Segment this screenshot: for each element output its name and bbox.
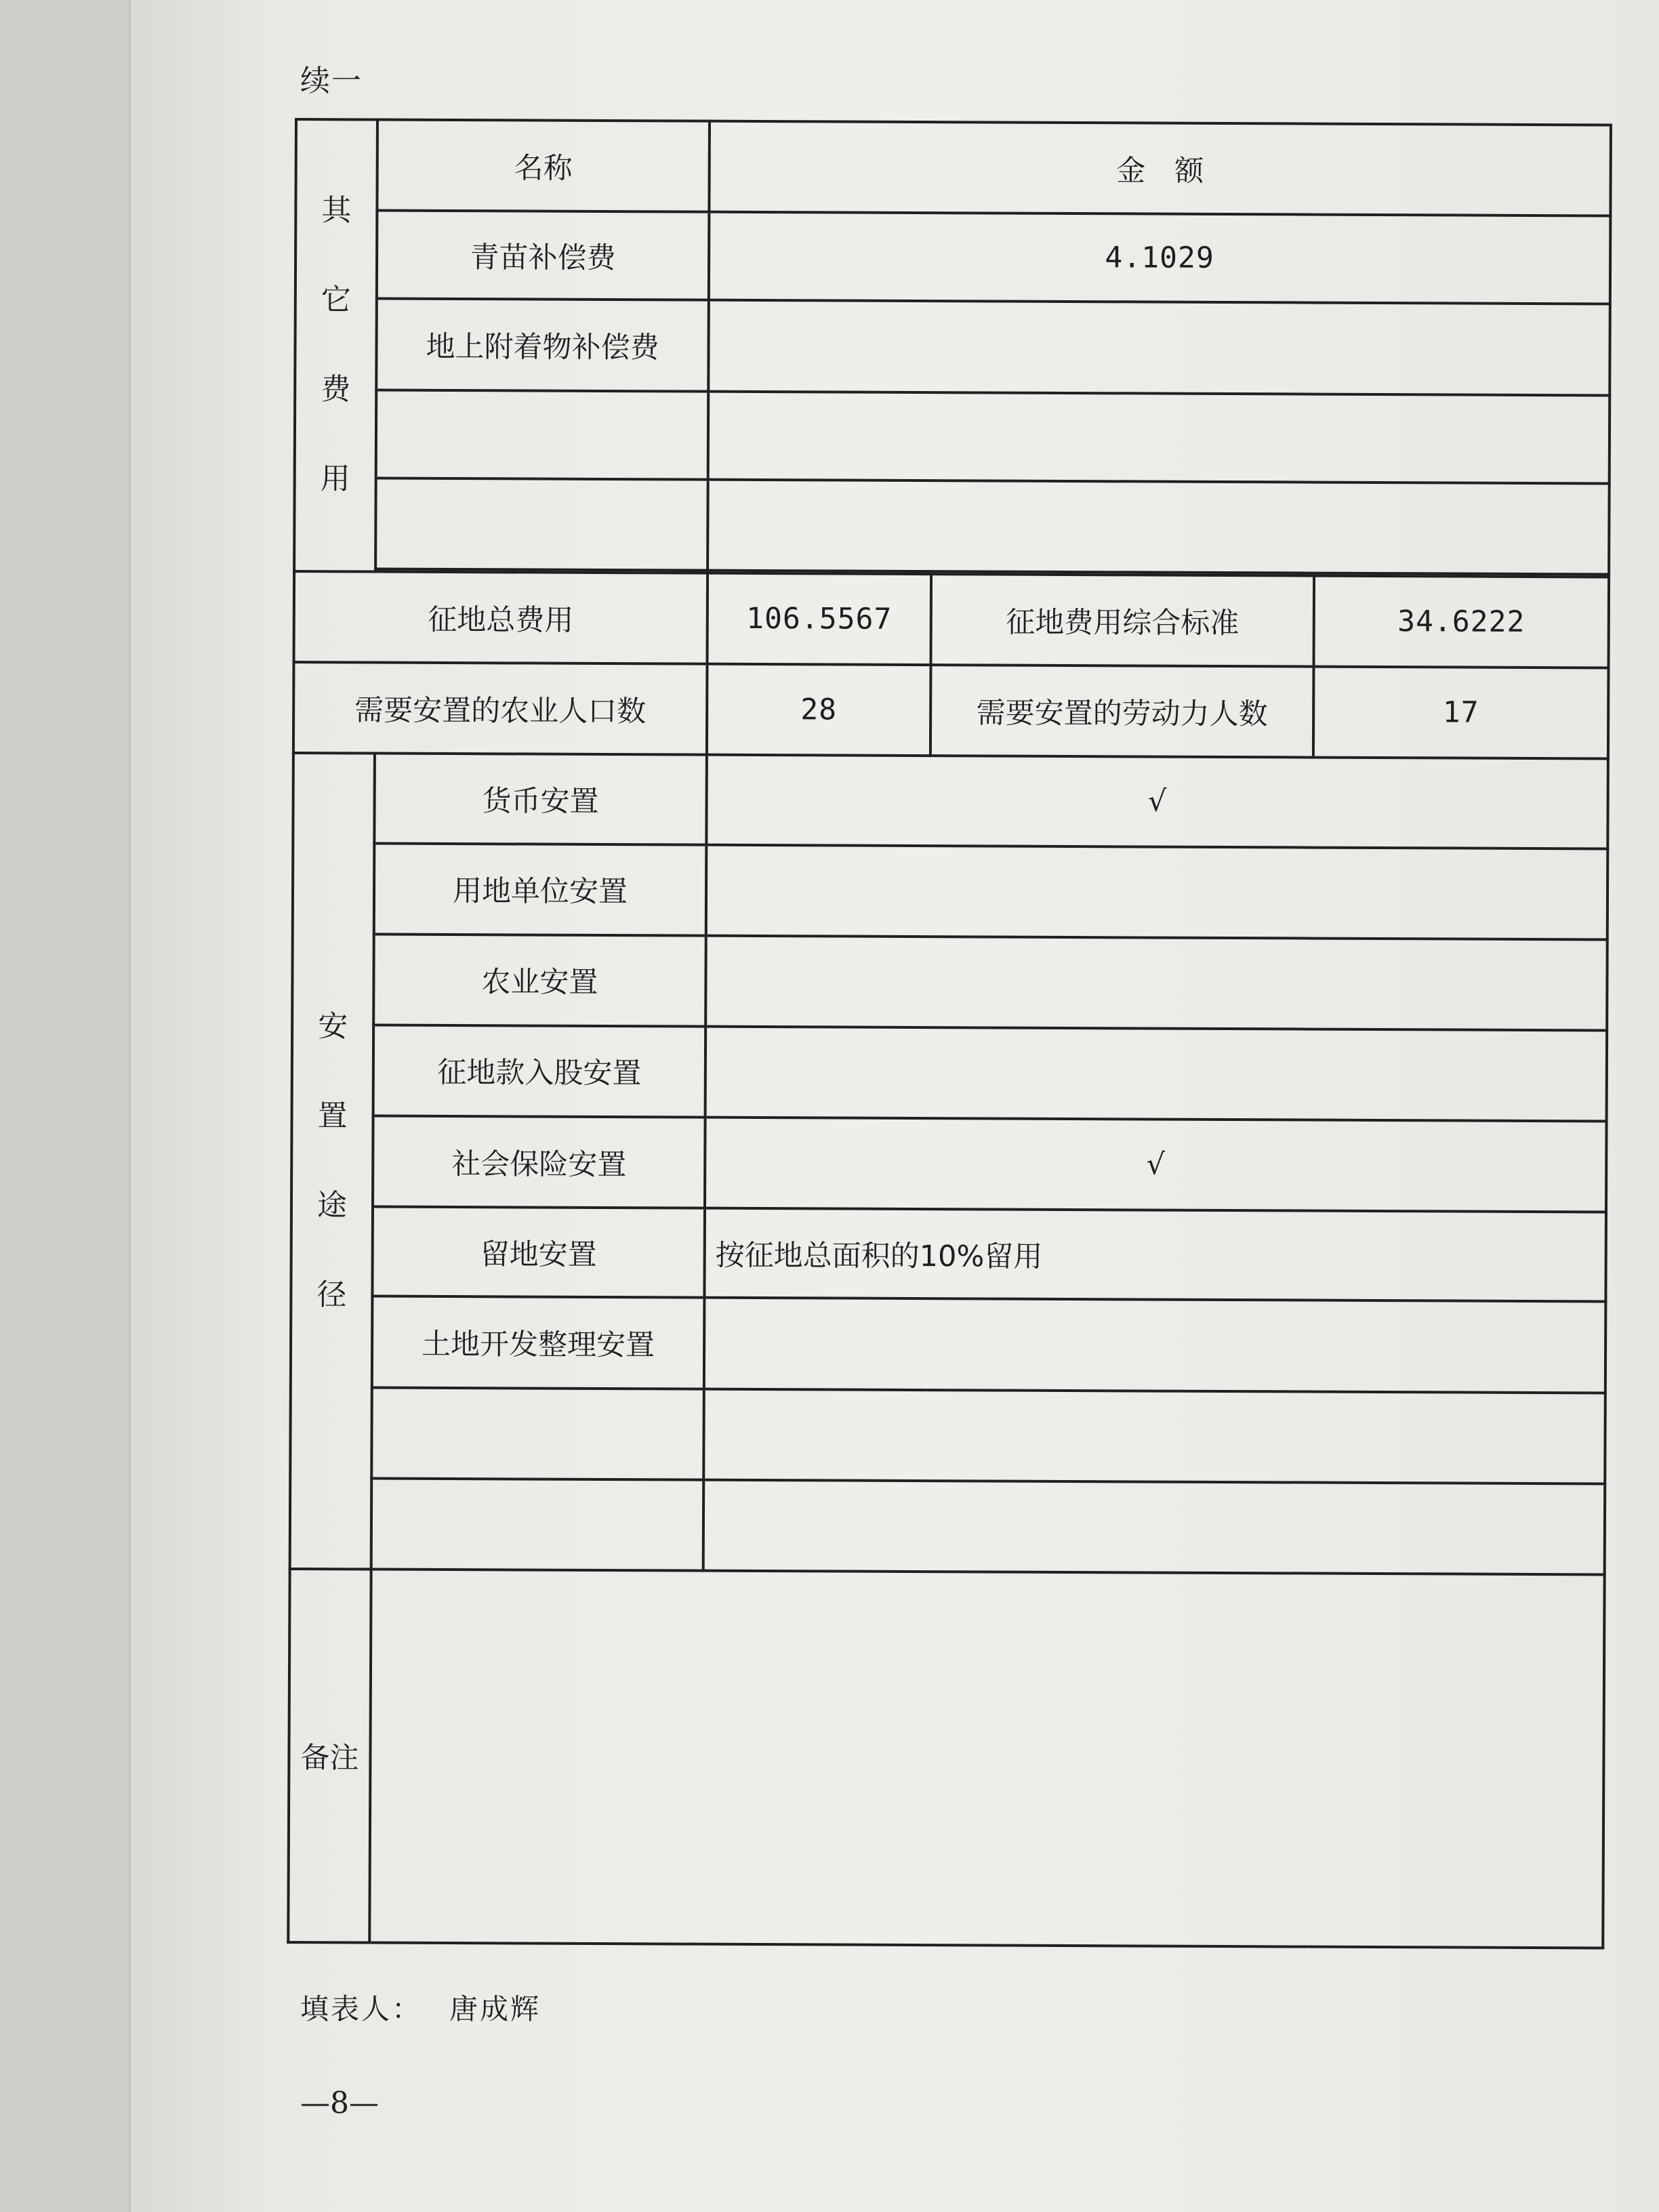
table-row bbox=[294, 478, 1610, 575]
fee-amount-cell bbox=[708, 300, 1610, 395]
resettlement-name-cell: 货币安置 bbox=[374, 754, 707, 844]
table-row bbox=[290, 1387, 1605, 1484]
resettlement-name-cell bbox=[371, 1478, 704, 1570]
page-number: —8— bbox=[300, 2086, 379, 2121]
fee-name-cell: 地上附着物补偿费 bbox=[376, 299, 709, 391]
other-fees-char: 费 bbox=[321, 372, 351, 407]
population-row bbox=[293, 662, 1609, 759]
fee-standard-value: 34.6222 bbox=[1313, 576, 1609, 668]
resettlement-name-cell: 征地款入股安置 bbox=[373, 1025, 706, 1117]
fee-standard-label: 征地费用综合标准 bbox=[930, 574, 1314, 667]
fee-amount-cell bbox=[708, 391, 1610, 483]
resettlement-value-cell bbox=[704, 1298, 1606, 1393]
table-row bbox=[291, 1115, 1607, 1212]
document-page bbox=[129, 0, 1659, 2212]
resettlement-value-cell bbox=[703, 1389, 1605, 1483]
column-header-name: 名称 bbox=[377, 120, 710, 212]
agricultural-population-label: 需要安置的农业人口数 bbox=[293, 662, 708, 755]
labor-count-label: 需要安置的劳动力人数 bbox=[930, 665, 1314, 758]
resettlement-value-cell bbox=[706, 844, 1608, 939]
resettlement-name-cell: 农业安置 bbox=[373, 934, 706, 1026]
table-row bbox=[295, 390, 1610, 484]
table-row bbox=[293, 842, 1608, 939]
resettlement-value-cell: √ bbox=[705, 1118, 1607, 1212]
resettlement-value-cell: 按征地总面积的10%留用 bbox=[704, 1208, 1606, 1302]
resettlement-name-cell bbox=[371, 1387, 704, 1479]
other-fees-char: 用 bbox=[320, 462, 350, 497]
table-row bbox=[295, 298, 1610, 395]
table-row bbox=[291, 1296, 1606, 1393]
fee-name-cell bbox=[375, 478, 708, 570]
resettlement-name-cell: 留地安置 bbox=[372, 1207, 705, 1298]
remarks-label: 备注 bbox=[288, 1569, 371, 1943]
agricultural-population-value: 28 bbox=[707, 664, 931, 756]
remarks-value bbox=[369, 1570, 1604, 1948]
fee-amount-cell bbox=[708, 479, 1610, 574]
table-row bbox=[295, 210, 1611, 304]
continued-label: 续一 bbox=[300, 64, 363, 98]
total-fee-value: 106.5567 bbox=[707, 573, 931, 665]
table-row bbox=[290, 1478, 1605, 1575]
resettlement-char: 径 bbox=[316, 1277, 347, 1313]
table-row bbox=[291, 1206, 1606, 1302]
other-fees-char: 其 bbox=[321, 193, 352, 228]
filler-line bbox=[300, 1987, 541, 2028]
other-fees-group-label bbox=[294, 119, 377, 571]
resettlement-name-cell: 社会保险安置 bbox=[373, 1116, 705, 1208]
filler-label: 填表人： bbox=[300, 1992, 423, 2026]
table-header-row bbox=[295, 119, 1611, 216]
resettlement-value-cell: √ bbox=[706, 755, 1608, 848]
table-row bbox=[292, 934, 1607, 1031]
other-fees-char: 它 bbox=[321, 283, 351, 318]
compensation-form-table bbox=[287, 118, 1612, 1949]
resettlement-char: 安 bbox=[318, 1009, 348, 1044]
resettlement-value-cell bbox=[703, 1479, 1605, 1574]
resettlement-name-cell: 用地单位安置 bbox=[374, 843, 707, 935]
resettlement-name-cell: 土地开发整理安置 bbox=[372, 1296, 705, 1389]
total-fee-label: 征地总费用 bbox=[293, 571, 708, 664]
column-header-amount: 金 额 bbox=[709, 121, 1611, 216]
filler-name: 唐成辉 bbox=[449, 1992, 541, 2026]
fee-name-cell bbox=[376, 390, 709, 479]
remarks-row bbox=[288, 1569, 1604, 1948]
table-row bbox=[293, 753, 1608, 848]
table-row bbox=[292, 1025, 1607, 1122]
resettlement-value-cell bbox=[705, 1027, 1607, 1122]
fee-amount-cell: 4.1029 bbox=[709, 212, 1611, 304]
labor-count-value: 17 bbox=[1313, 667, 1609, 759]
resettlement-group-label bbox=[290, 753, 375, 1569]
resettlement-char: 置 bbox=[317, 1099, 348, 1134]
resettlement-value-cell bbox=[705, 935, 1607, 1030]
resettlement-char: 途 bbox=[316, 1188, 348, 1223]
total-fee-row bbox=[293, 571, 1609, 668]
fee-name-cell: 青苗补偿费 bbox=[377, 211, 710, 300]
